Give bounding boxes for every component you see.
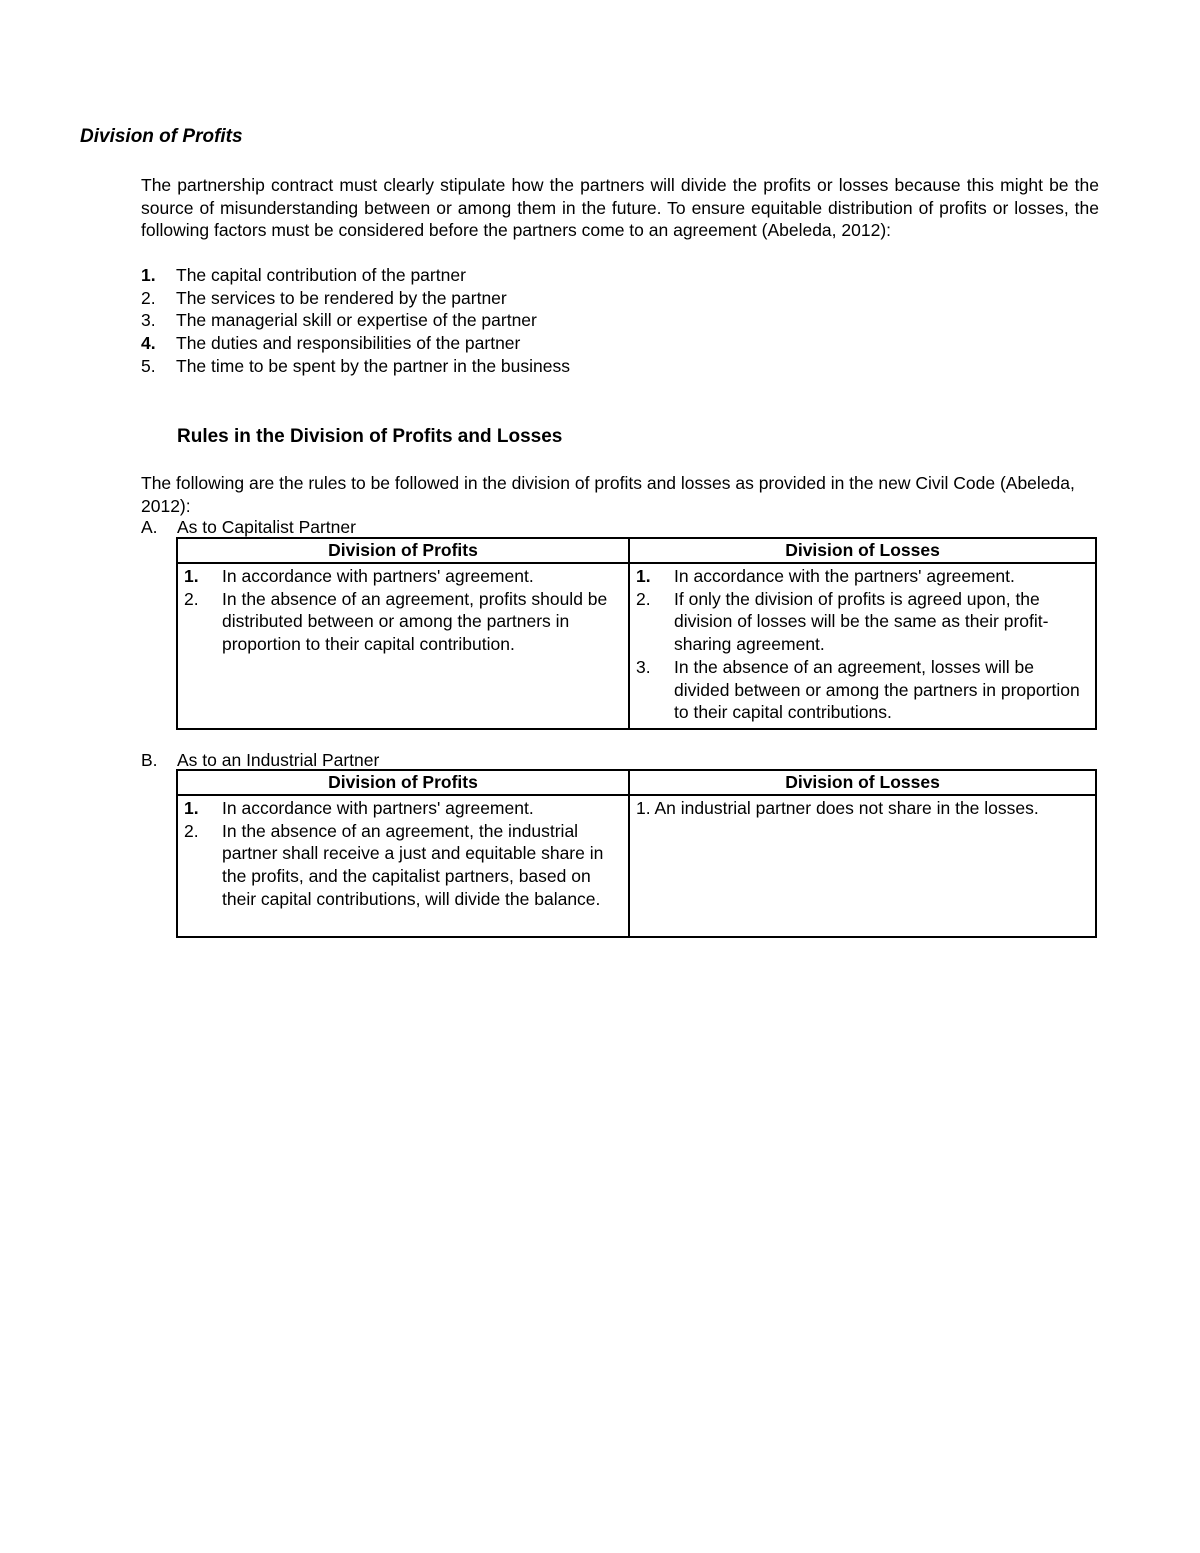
list-text: In the absence of an agreement, profits should be distributed between or among the partners in proportion to their capital contribution.	[222, 588, 608, 655]
list-number: 3.	[141, 310, 156, 331]
section-label-text: As to Capitalist Partner	[177, 517, 356, 537]
list-text: In the absence of an agreement, the industrial partner shall receive a just and equitable share in the profits, and the capitalist partners, based on their capital contributions, will divide the balance.	[222, 820, 604, 909]
losses-cell	[629, 795, 1096, 937]
list-item	[141, 332, 1099, 355]
list-item	[184, 797, 620, 820]
page-title: Division of Profits	[80, 126, 243, 147]
list-item	[184, 588, 620, 656]
list-item	[636, 656, 1087, 724]
list-item	[141, 355, 1099, 378]
list-number: 2.	[636, 588, 651, 609]
list-number: 2.	[184, 588, 199, 609]
list-text: The time to be spent by the partner in the business	[176, 355, 570, 376]
list-text: The managerial skill or expertise of the partner	[176, 310, 537, 331]
list-number: 3.	[636, 656, 651, 677]
column-header-profits: Division of Profits	[177, 770, 629, 795]
list-text: The duties and responsibilities of the partner	[176, 333, 521, 354]
list-text: The capital contribution of the partner	[176, 265, 466, 285]
list-number: 2.	[184, 820, 199, 841]
column-header-profits: Division of Profits	[177, 538, 629, 563]
losses-cell	[629, 563, 1096, 729]
list-number: 4.	[141, 333, 156, 354]
section-label-text: As to an Industrial Partner	[177, 750, 380, 770]
list-number: 1.	[636, 566, 651, 586]
intro-paragraph: The partnership contract must clearly stipulate how the partners will divide the profits or losses because this might be the source of misunderstanding between or among them in the future. To ensure equitable distribution of profits or losses, the following factors must be considered before the partners come to an agreement (Abeleda, 2012):	[141, 175, 1099, 241]
list-text: The services to be rendered by the partner	[176, 287, 507, 308]
section-a-label	[141, 516, 356, 539]
list-item	[141, 309, 1099, 332]
list-item	[636, 565, 1087, 588]
rules-intro-paragraph: The following are the rules to be followed in the division of profits and losses as provided in the new Civil Code (Abeleda, 2012):	[141, 473, 1075, 516]
list-item	[184, 820, 620, 911]
industrial-partner-table	[176, 769, 1097, 938]
profits-cell	[177, 795, 629, 937]
section-title: Rules in the Division of Profits and Losses	[177, 426, 563, 447]
factors-list	[141, 264, 1099, 378]
list-item	[141, 264, 1099, 287]
list-item: 1. An industrial partner does not share in the losses.	[636, 798, 1039, 818]
profits-cell	[177, 563, 629, 729]
list-item	[184, 565, 620, 588]
list-number: 1.	[184, 798, 199, 818]
capitalist-partner-table	[176, 537, 1097, 730]
column-header-losses: Division of Losses	[629, 538, 1096, 563]
section-letter: A.	[141, 517, 158, 537]
list-number: 5.	[141, 355, 156, 376]
section-letter: B.	[141, 750, 158, 770]
list-text: If only the division of profits is agreed upon, the division of losses will be the same as their profit-sharing agreement.	[674, 588, 1049, 655]
column-header-losses: Division of Losses	[629, 770, 1096, 795]
list-number: 1.	[184, 566, 199, 586]
list-text: In the absence of an agreement, losses will be divided between or among the partners in proportion to their capital contributions.	[674, 656, 1080, 723]
list-text: In accordance with partners' agreement.	[222, 566, 534, 586]
list-number: 1.	[141, 265, 156, 285]
list-item	[141, 287, 1099, 310]
list-text: In accordance with the partners' agreement.	[674, 566, 1015, 586]
list-number: 2.	[141, 287, 156, 308]
list-item	[636, 588, 1087, 656]
list-text: In accordance with partners' agreement.	[222, 798, 534, 818]
